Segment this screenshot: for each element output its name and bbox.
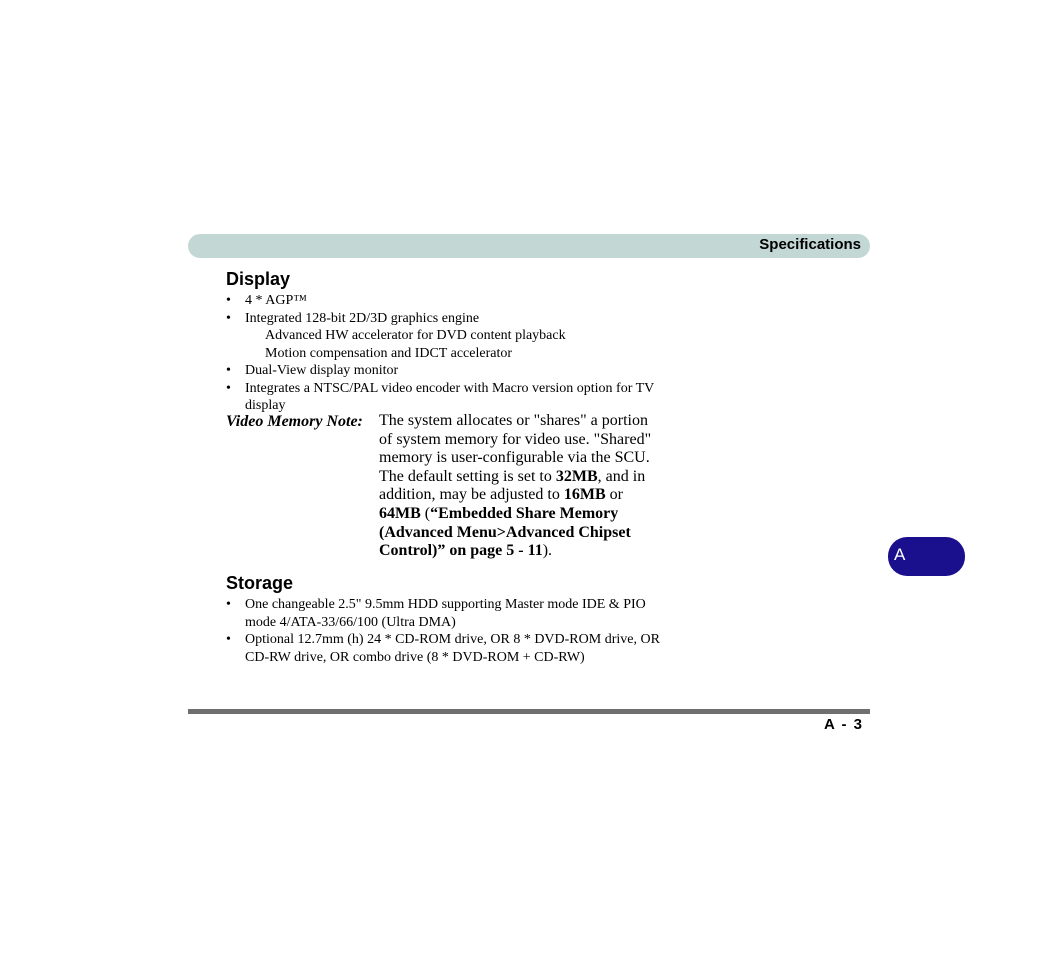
sub-item: Advanced HW accelerator for DVD content playback [265, 328, 566, 343]
page-header-title: Specifications [759, 236, 861, 253]
header-bar [188, 234, 870, 258]
list-item: • Integrates a NTSC/PAL video encoder with Macro version option for TV display [226, 380, 666, 415]
list-item: • Integrated 128-bit 2D/3D graphics engine Advanced HW accelerator for DVD content playback Motion compensation and IDCT accelerator [226, 310, 666, 363]
storage-heading: Storage [226, 573, 294, 593]
display-list [226, 292, 666, 415]
list-item: • Dual-View display monitor [226, 362, 666, 380]
list-item: • One changeable 2.5" 9.5mm HDD supporting Master mode IDE & PIO mode 4/ATA-33/66/100 (Ultra DMA) [226, 596, 666, 631]
appendix-tab-letter: A [894, 545, 906, 564]
video-memory-note-body: The system allocates or "shares" a portion of system memory for video use. "Shared" memory is user-configurable via the SCU. The default setting is set to 32MB, and in addition, may be adjusted to 16MB or 64MB (“Embedded Share Memory (Advanced Menu>Advanced Chipset Control)” on page 5 - 11). [379, 412, 652, 560]
sub-item: Motion compensation and IDCT accelerator [265, 345, 512, 361]
cross-reference: “Embedded Share Memory (Advanced Menu>Advanced Chipset Control)” on page 5 - 11 [379, 504, 631, 560]
list-item: • Optional 12.7mm (h) 24 * CD-ROM drive, OR 8 * DVD-ROM drive, OR CD-RW drive, OR combo drive (8 * DVD-ROM + CD-RW) [226, 631, 666, 666]
footer-rule [188, 709, 870, 714]
display-heading: Display [226, 269, 291, 289]
appendix-tab [888, 537, 965, 576]
page-number: A - 3 [824, 716, 862, 733]
storage-list [226, 596, 666, 666]
list-item: • 4 * AGP™ [226, 292, 666, 310]
video-memory-note-label: Video Memory Note: [226, 413, 363, 430]
